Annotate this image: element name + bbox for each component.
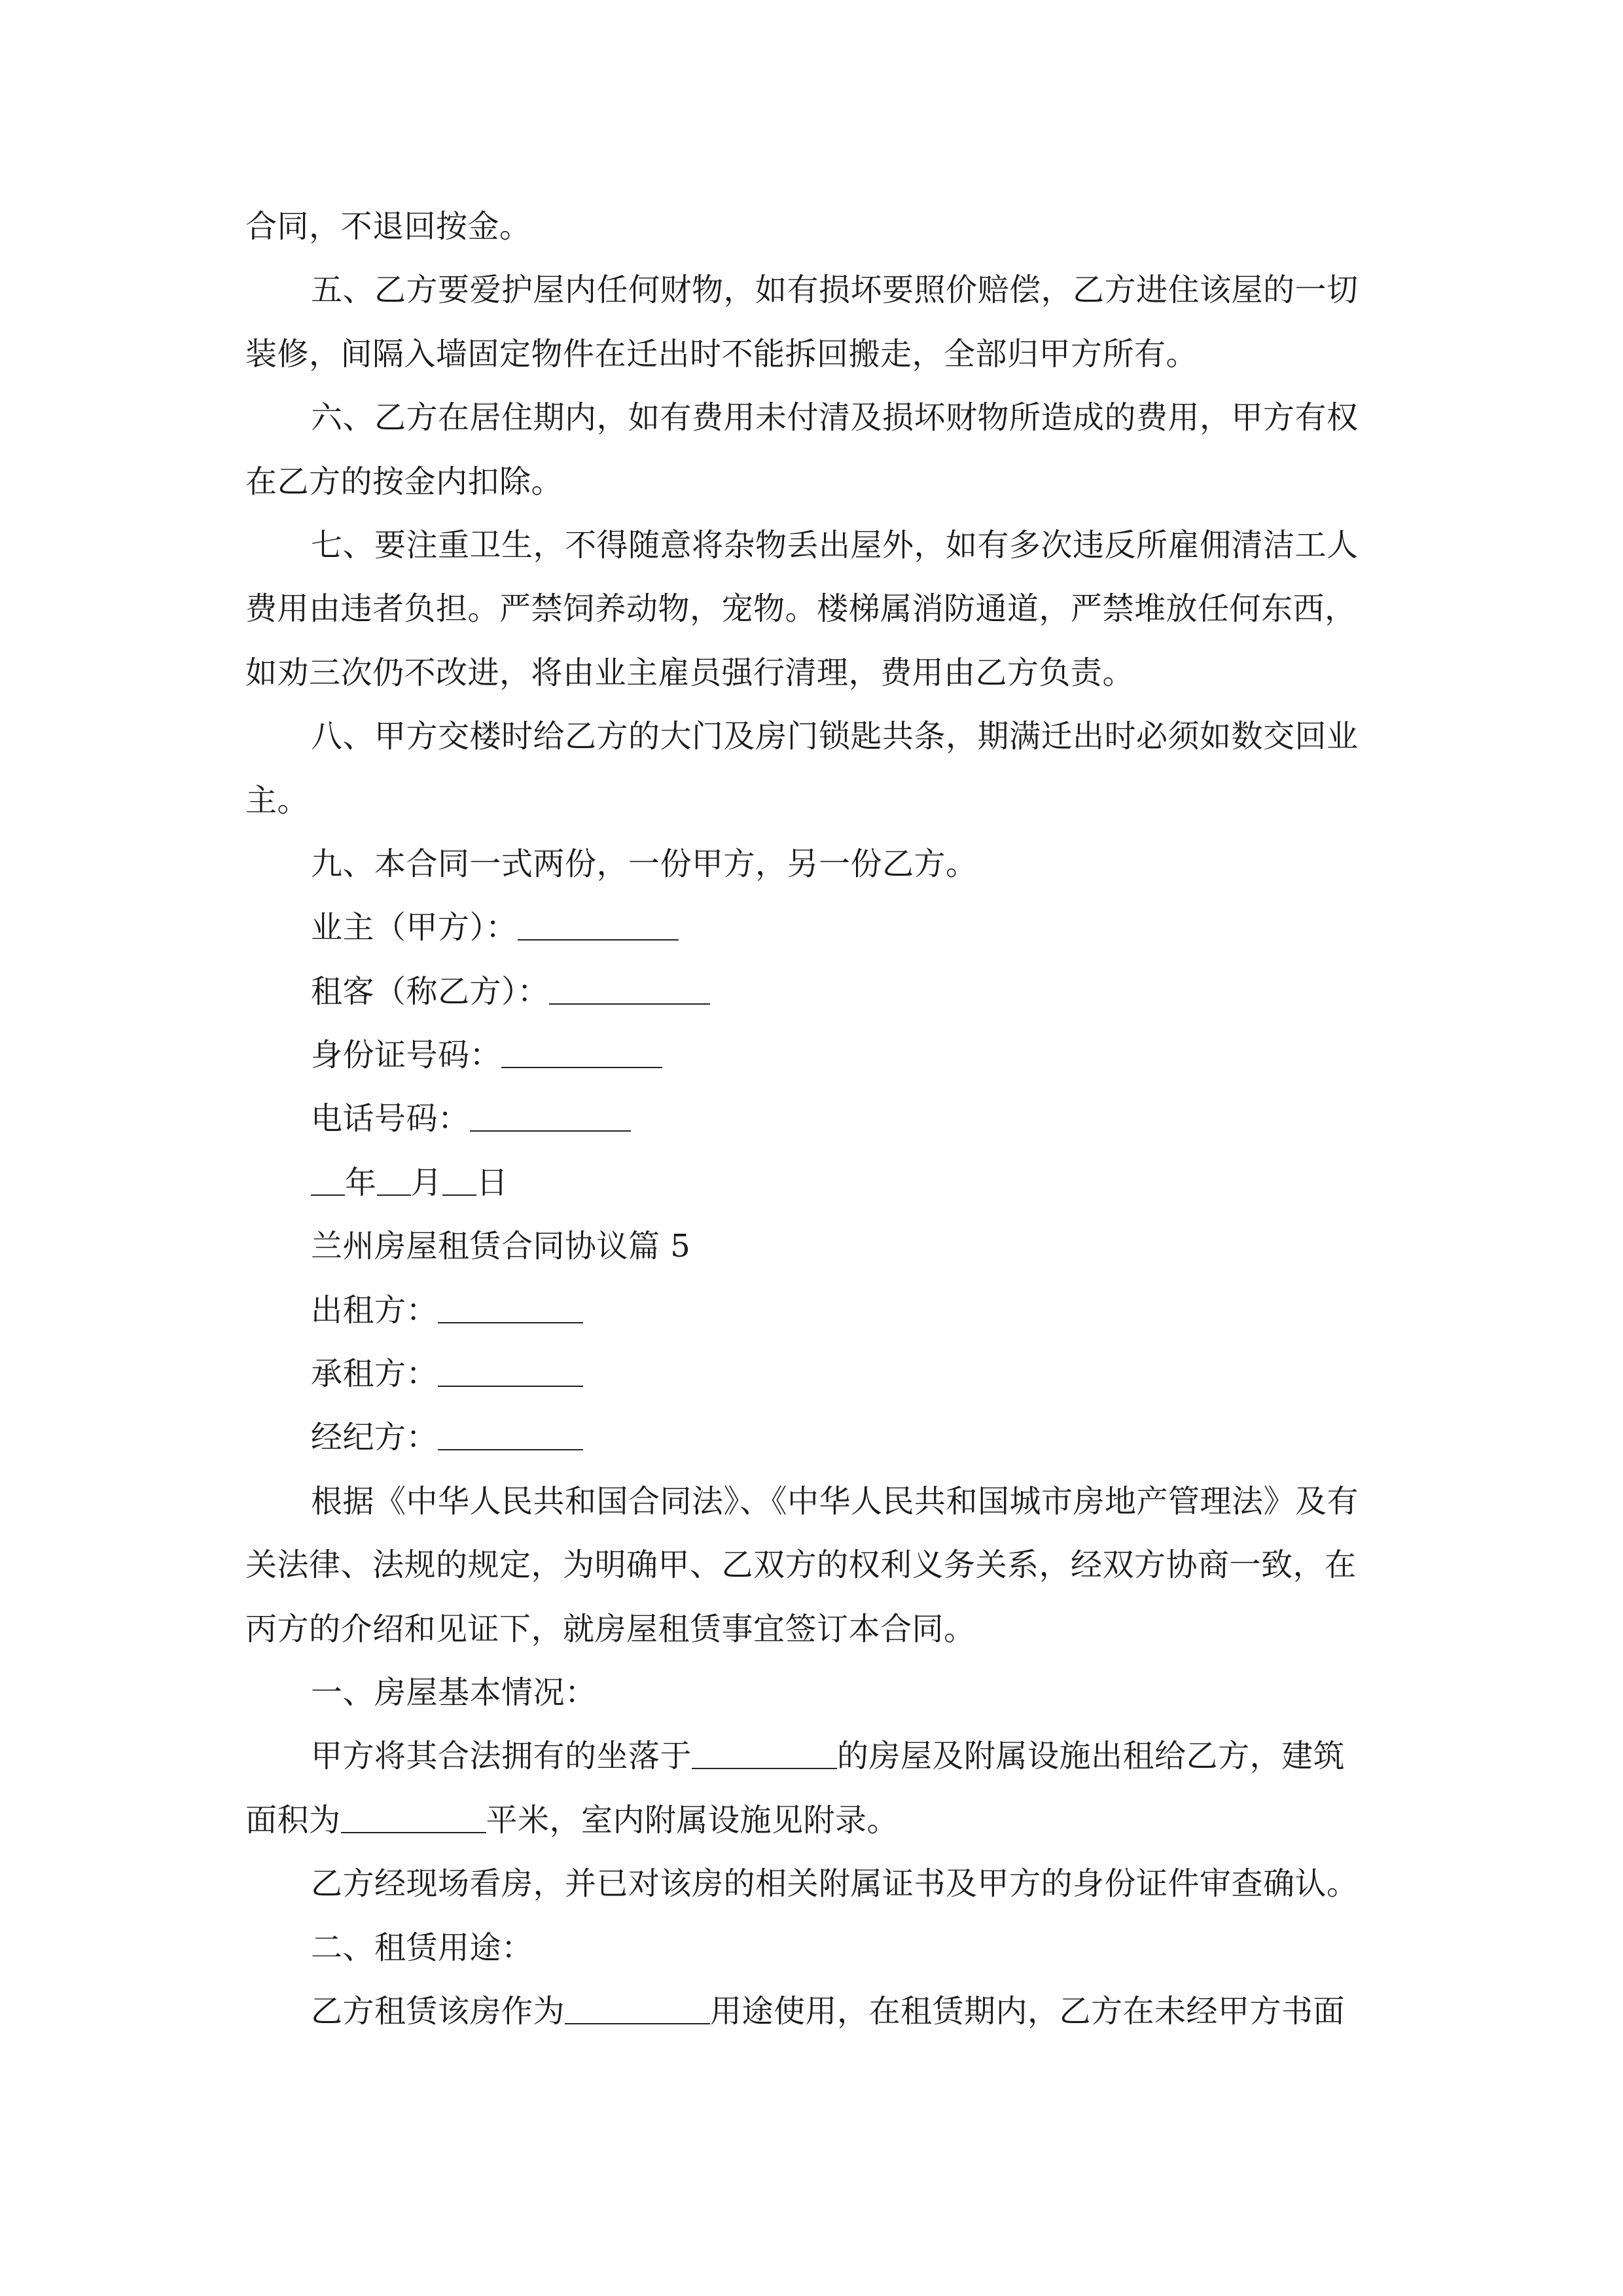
fill-in-blank: [470, 1091, 631, 1132]
fill-in-blank: [341, 1793, 486, 1833]
text-segment: 乙方经现场看房，并已对该房的相关附属证书及甲方的身份证件审查确认。: [311, 1865, 1359, 1903]
text-line: [245, 386, 1384, 450]
text-segment: 一、房屋基本情况：: [311, 1674, 597, 1711]
text-segment: 年: [345, 1164, 377, 1201]
text-segment: 用途使用，在租赁期内，乙方在未经甲方书面: [710, 1992, 1346, 2030]
fill-in-blank: [565, 1984, 710, 2024]
text-segment: 关法律、法规的规定，为明确甲、乙双方的权利义务关系，经双方协商一致，在: [245, 1547, 1357, 1584]
text-line: [245, 705, 1384, 768]
fill-in-blank: [549, 964, 710, 1005]
text-line: [245, 1725, 1384, 1788]
text-segment: 费用由违者负担。严禁饲养动物，宠物。楼梯属消防通道，严禁堆放任何东西，: [245, 590, 1357, 628]
text-segment: 丙方的介绍和见证下，就房屋租赁事宜签订本合同。: [245, 1610, 976, 1647]
text-segment: 日: [476, 1164, 508, 1201]
text-line: [245, 833, 1384, 896]
text-segment: 合同，不退回按金。: [245, 208, 531, 245]
text-segment: 租客（称乙方）：: [311, 973, 550, 1010]
text-segment: 平米，室内附属设施见附录。: [486, 1801, 899, 1839]
text-segment: 面积为: [245, 1801, 341, 1839]
text-line: [245, 1215, 1384, 1278]
text-segment: 如劝三次仍不改进，将由业主雇员强行清理，费用由乙方负责。: [245, 654, 1135, 691]
text-segment: 五、乙方要爱护屋内任何财物，如有损坏要照价赔偿，乙方进住该屋的一切: [311, 272, 1359, 309]
text-line: [245, 1661, 1384, 1725]
text-line: [245, 1406, 1384, 1469]
text-segment: 月: [410, 1164, 443, 1201]
text-line: [245, 1789, 1384, 1852]
text-segment: 承租方：: [311, 1355, 438, 1393]
fill-in-blank: [438, 1410, 583, 1450]
text-segment: 乙方租赁该房作为: [311, 1992, 565, 2030]
text-line: [245, 323, 1384, 386]
text-line: [245, 896, 1384, 960]
fill-in-blank: [692, 1729, 837, 1769]
text-segment: 二、租赁用途：: [311, 1929, 533, 1966]
text-line: [245, 577, 1384, 641]
text-line: [245, 1024, 1384, 1087]
text-line: [245, 1470, 1384, 1534]
fill-in-blank: [518, 900, 679, 941]
text-line: [245, 1279, 1384, 1342]
text-segment: 业主（甲方）：: [311, 909, 518, 946]
text-line: [245, 1980, 1384, 2043]
fill-in-blank: [442, 1155, 476, 1196]
fill-in-blank: [501, 1028, 662, 1068]
text-line: [245, 1598, 1384, 1661]
text-line: [245, 259, 1384, 322]
text-segment: 主。: [245, 781, 310, 819]
text-line: [245, 1087, 1384, 1151]
text-line: [245, 1852, 1384, 1916]
text-line: [245, 450, 1384, 514]
text-line: [245, 1151, 1384, 1215]
text-segment: 在乙方的按金内扣除。: [245, 463, 563, 500]
fill-in-blank: [438, 1283, 583, 1323]
text-line: [245, 960, 1384, 1024]
fill-in-blank: [311, 1155, 345, 1196]
text-segment: 出租方：: [311, 1291, 438, 1329]
text-segment: 经纪方：: [311, 1419, 438, 1456]
fill-in-blank: [438, 1346, 583, 1387]
text-segment: 六、乙方在居住期内，如有费用未付清及损坏财物所造成的费用，甲方有权: [311, 399, 1359, 437]
text-line: [245, 514, 1384, 577]
document-page-body: [245, 195, 1384, 2043]
text-line: [245, 769, 1384, 833]
text-segment: 兰州房屋租赁合同协议篇 5: [311, 1228, 691, 1265]
text-segment: 八、甲方交楼时给乙方的大门及房门锁匙共条，期满迁出时必须如数交回业: [311, 718, 1359, 755]
text-segment: 九、本合同一式两份，一份甲方，另一份乙方。: [311, 845, 978, 882]
text-segment: 的房屋及附属设施出租给乙方，建筑: [837, 1738, 1346, 1775]
text-line: [245, 1916, 1384, 1980]
text-segment: 根据《中华人民共和国合同法》、《中华人民共和国城市房地产管理法》及有: [311, 1482, 1359, 1520]
text-segment: 七、要注重卫生，不得随意将杂物丢出屋外，如有多次违反所雇佣清洁工人: [311, 526, 1359, 564]
text-segment: 甲方将其合法拥有的坐落于: [311, 1738, 692, 1775]
text-line: [245, 1534, 1384, 1597]
text-line: [245, 1342, 1384, 1406]
text-line: [245, 195, 1384, 259]
text-line: [245, 641, 1384, 705]
text-segment: 电话号码：: [311, 1100, 470, 1138]
fill-in-blank: [377, 1155, 411, 1196]
text-segment: 装修，间隔入墙固定物件在迁出时不能拆回搬走，全部归甲方所有。: [245, 335, 1198, 372]
text-segment: 身份证号码：: [311, 1037, 502, 1074]
